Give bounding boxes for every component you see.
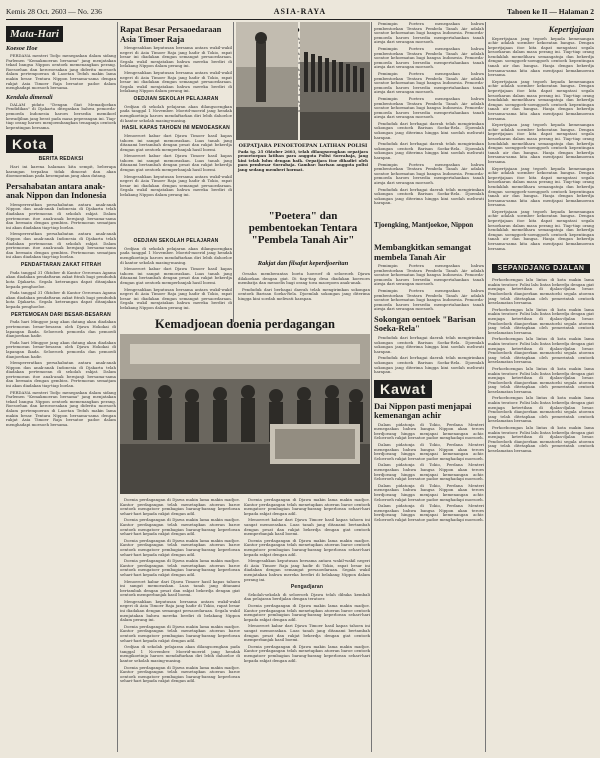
column-1: [6, 22, 116, 752]
issue-date: Kemis 28 Oct. 2603 — No. 236: [6, 6, 102, 16]
article-title: OEDJIAN SEKOLAH PELAJARAN: [133, 95, 219, 102]
article-block: [244, 498, 370, 752]
article-body: Pemimpin Poetera menegaskan bahwa pembentoekan Tentara Pembela Tanah Air adalah soeatoe kehormatan bagi bangsa Indonesia. Pemoeda-pemoeda haroes bersedia mempertahankan tanah airnja dari serangan moesoeh. Pemimpin Poetera menegaskan bahwa pembentoekan Tentara Pembela Tanah Air adalah soeatoe kehormatan bagi bangsa Indonesia. Pemoeda-pemoeda haroes bersedia mempertahankan tanah airnja dari serangan moesoeh. Pemimpin Poetera menegaskan bahwa pembentoekan Tentara Pembela Tanah Air adalah soeatoe kehormatan bagi bangsa Indonesia. Pemoeda-pemoeda haroes bersedia mempertahankan tanah airnja dari serangan moesoeh. Pemimpin Poetera menegaskan bahwa pembentoekan Tentara Pembela Tanah Air adalah soeatoe kehormatan bagi bangsa Indonesia. Pemoeda-pemoeda haroes bersedia mempertahankan tanah airnja dari serangan moesoeh. Penduduk dari berbagai daerah telah mengirimkan sokongan oentoek Barisan Soeka-Rela. Djoemlah sokongan jang diterima hingga kini soedah meliwati harapan. Penduduk dari berbagai daerah telah mengirimkan sokongan oentoek Barisan Soeka-Rela. Djoemlah sokongan jang diterima hingga kini soedah meliwati harapan. Pemimpin Poetera menegaskan bahwa pembentoekan Tentara Pembela Tanah Air adalah soeatoe kehormatan bagi bangsa Indonesia. Pemoeda-pemoeda haroes bersedia mempertahankan tanah airnja dari serangan moesoeh. Penduduk dari berbagai daerah telah mengirimkan sokongan oentoek Barisan Soeka-Rela. Djoemlah sokongan jang diterima hingga kini soedah meliwati harapan.: [374, 22, 484, 206]
column-2: [120, 22, 232, 254]
article-body: Perhoeboengan lalu lintas di kota makin lama makin teratoer. Polisi lalu lintas bekerdja dengan giat menjaga ketertiban di djalan-djalan besar. Pendoedoek dianjoerkan mematoehi segala atoeran jang telah ditetapkan oleh pemerintah oentoek keselamatan bersama. Perhoeboengan lalu lintas di kota makin lama makin teratoer. Polisi lalu lintas bekerdja dengan giat menjaga ketertiban di djalan-djalan besar. Pendoedoek dianjoerkan mematoehi segala atoeran jang telah ditetapkan oleh pemerintah oentoek keselamatan bersama. Perhoeboengan lalu lintas di kota makin lama makin teratoer. Polisi lalu lintas bekerdja dengan giat menjaga ketertiban di djalan-djalan besar. Pendoedoek dianjoerkan mematoehi segala atoeran jang telah ditetapkan oleh pemerintah oentoek keselamatan bersama. Perhoeboengan lalu lintas di kota makin lama makin teratoer. Polisi lalu lintas bekerdja dengan giat menjaga ketertiban di djalan-djalan besar. Pendoedoek dianjoerkan mematoehi segala atoeran jang telah ditetapkan oleh pemerintah oentoek keselamatan bersama. Perhoeboengan lalu lintas di kota makin lama makin teratoer. Polisi lalu lintas bekerdja dengan giat menjaga ketertiban di djalan-djalan besar. Pendoedoek dianjoerkan mematoehi segala atoeran jang telah ditetapkan oleh pemerintah oentoek keselamatan bersama. Perhoeboengan lalu lintas di kota makin lama makin teratoer. Polisi lalu lintas bekerdja dengan giat menjaga ketertiban di djalan-djalan besar. Pendoedoek dianjoerkan mematoehi segala atoeran jang telah ditetapkan oleh pemerintah oentoek keselamatan bersama.: [488, 277, 594, 453]
article-title: BERITA REDAKSI: [38, 156, 84, 163]
article-body: Mengesahkan keputusan bersama antara wakil-wakil negeri di Asia Timoer Raja jang hadir di Tokio, rapat besar ini diadakan dengan semangat persaoedaraan. Segala wakil menjatakan bahwa mereka berdiri di belakang Nippon dalam perang ini. Mengesahkan keputusan bersama antara wakil-wakil negeri di Asia Timoer Raja jang hadir di Tokio, rapat besar ini diadakan dengan semangat persaoedaraan. Segala wakil menjatakan bahwa mereka berdiri di belakang Nippon dalam perang ini.: [120, 45, 232, 94]
article-body: Pada tanggal 31 Oktober di Kantor Oeroesan Agama akan diadakan pendaftaran zakat fitrah bagi penduduk kota Djakarta. Segala keterangan dapat ditanjakan kepada penghoeloe. Pada tanggal 31 Oktober di Kantor Oeroesan Agama akan diadakan pendaftaran zakat fitrah bagi penduduk kota Djakarta. Segala keterangan dapat ditanjakan kepada penghoeloe.: [6, 269, 116, 309]
column-divider: [485, 22, 486, 752]
masthead: [6, 4, 594, 18]
column-5: [488, 22, 594, 752]
section-header-mata-hari: Mata-Hari: [6, 26, 63, 42]
newspaper-title: ASIA-RAYA: [273, 6, 327, 16]
column-divider: [117, 22, 118, 752]
article-body: Dalam pidatonja di Tokio, Perdana Menteri menegaskan bahwa bangsa Nippon akan teroes berdjoeang hingga menjapai kemenangan achir. Seloeroeh rakjat bersatoe padoe menghadapi moesoeh. Dalam pidatonja di Tokio, Perdana Menteri menegaskan bahwa bangsa Nippon akan teroes berdjoeang hingga menjapai kemenangan achir. Seloeroeh rakjat bersatoe padoe menghadapi moesoeh. Dalam pidatonja di Tokio, Perdana Menteri menegaskan bahwa bangsa Nippon akan teroes berdjoeang hingga menjapai kemenangan achir. Seloeroeh rakjat bersatoe padoe menghadapi moesoeh. Dalam pidatonja di Tokio, Perdana Menteri menegaskan bahwa bangsa Nippon akan teroes berdjoeang hingga menjapai kemenangan achir. Seloeroeh rakjat bersatoe padoe menghadapi moesoeh. Dalam pidatonja di Tokio, Perdana Menteri menegaskan bahwa bangsa Nippon akan teroes berdjoeang hingga menjapai kemenangan achir. Seloeroeh rakjat bersatoe padoe menghadapi moesoeh.: [374, 421, 484, 522]
article-title: OEDJIAN SEKOLAH PELAJARAN: [133, 238, 219, 244]
article-body: Pemimpin Poetera menegaskan bahwa pembentoekan Tentara Pembela Tanah Air adalah soeatoe kehormatan bagi bangsa Indonesia. Pemoeda-pemoeda haroes bersedia mempertahankan tanah airnja dari serangan moesoeh. Pemimpin Poetera menegaskan bahwa pembentoekan Tentara Pembela Tanah Air adalah soeatoe kehormatan bagi bangsa Indonesia. Pemoeda-pemoeda haroes bersedia mempertahankan tanah airnja dari serangan moesoeh.: [374, 263, 484, 312]
article-body: orang orang orang orang orang: [294, 44, 306, 113]
article-title: Kepertjajaan: [548, 24, 594, 34]
column-divider: [371, 22, 372, 752]
article-body: Oedjian di sekolah pelajaran akan dilangsoengkan pada tanggal 1 November. Moerid-moerid jang hendak mengikoetinja haroes mendaftarkan diri lebih dahoeloe di kantor sekolah masing-masing.: [120, 103, 232, 123]
article-body: Hari ini karena halaman kita sempit, beberapa karangan terpaksa tidak dimoeat dan akan dioemoemkan pada kesempatan jang akan datang.: [6, 164, 116, 179]
section-header-sepandjang: SEPANDJANG DJALAN: [492, 264, 591, 273]
article-body: Sekolah-sekolah di seloeroeh Djawa telah dibuka kembali dan pelajaran berdjalan dengan teratoer. Doenia perdagangan di Djawa makin lama makin madjoe. Kantor perdagangan telah menetapkan atoeran baroe oentoek mengatoer pembagian barang-barang keperloean sehari-hari kepada rakjat dengan adil. Menoeroet kabar dari Djawa Timoer hasil kapas tahoen ini sangat memoeaskan. Luas tanah jang ditanami bertambah dengan pesat dan rakjat bekerdja dengan giat oentoek memperbanjak hasil boemi. Doenia perdagangan di Djawa makin lama makin madjoe. Kantor perdagangan telah menetapkan atoeran baroe oentoek mengatoer pembagian barang-barang keperloean sehari-hari kepada rakjat dengan adil.: [244, 591, 370, 663]
masthead-rule: [6, 19, 594, 20]
article-body: Menoeroet kabar dari Djawa Timoer hasil kapas tahoen ini sangat memoeaskan. Luas tanah jang ditanami bertambah dengan pesat dan rakjat bekerdja dengan giat oentoek memperbanjak hasil boemi. Menoeroet kabar dari Djawa Timoer hasil kapas tahoen ini sangat memoeaskan. Luas tanah jang ditanami bertambah dengan pesat dan rakjat bekerdja dengan giat oentoek memperbanjak hasil boemi. Mengesahkan keputusan bersama antara wakil-wakil negeri di Asia Timoer Raja jang hadir di Tokio, rapat besar ini diadakan dengan semangat persaoedaraan. Segala wakil menjatakan bahwa mereka berdiri di belakang Nippon dalam perang ini.: [120, 132, 232, 198]
market-photo: [120, 334, 370, 494]
article-title: Kendala dimenali: [6, 93, 53, 101]
article-block: [238, 272, 370, 314]
sepandjang-section: [488, 255, 594, 274]
column-divider: [233, 22, 234, 322]
photo-caption-title: OEPATJARA PENOETOEPAN LATIHAN POLISI: [238, 143, 368, 149]
article-title: Tjoengking, Mantjoekoe, Nippon: [374, 221, 474, 229]
article-body: Doenia perdagangan di Djawa makin lama makin madjoe. Kantor perdagangan telah menetapkan atoeran baroe oentoek mengatoer pembagian barang-barang keperloean sehari-hari kepada rakjat dengan adil. Menoeroet kabar dari Djawa Timoer hasil kapas tahoen ini sangat memoeaskan. Luas tanah jang ditanami bertambah dengan pesat dan rakjat bekerdja dengan giat oentoek memperbanjak hasil boemi. Doenia perdagangan di Djawa makin lama makin madjoe. Kantor perdagangan telah menetapkan atoeran baroe oentoek mengatoer pembagian barang-barang keperloean sehari-hari kepada rakjat dengan adil. Mengesahkan keputusan bersama antara wakil-wakil negeri di Asia Timoer Raja jang hadir di Tokio, rapat besar ini diadakan dengan semangat persaoedaraan. Segala wakil menjatakan bahwa mereka berdiri di belakang Nippon dalam perang ini.: [244, 498, 370, 582]
section-header-kawat: Kawat: [374, 380, 432, 398]
article-title: Koesoe Hoe: [6, 45, 38, 52]
article-title: Rapat Besar Persaoedaraan Asia Timoer Raja: [120, 24, 222, 44]
article-title: Sokongan oentoek "Barisan Soeka-Rela": [374, 313, 476, 334]
article-body: Pada hari Minggoe jang akan datang akan diadakan pertemoean besar-besaran oleh Djawa Hokokai di lapangan Ikada. Seloeroeh pemoeda dan pemoedi dianjoerkan hadir. Pada hari Minggoe jang akan datang akan diadakan pertemoean besar-besaran oleh Djawa Hokokai di lapangan Ikada. Seloeroeh pemoeda dan pemoedi dianjoerkan hadir. Mempereratkan persahabatan antara anak-anak Nippon dan anak-anak Indonesia di Djakarta telah diadakan pertemoean di sekolah rakjat. Dalam pertemoean itoe anak-anak bernjanji bersama-sama dan bermain dengan gembira. Pertemoean sematjam ini akan diadakan tiap-tiap boelan. PERDANA menteri Todjo menegaskan dalam sidang Parlemen "Kemakmoeran bersama" jang menjatakan tekad bangsa Nippon oentoek memenangkan perang. Roesoehan dan keroeoesakan jang diderita moesoeh dalam pertempoeran di Laoetan Teduh makin lama makin besar. Tentara Nippon bersama-sama dengan rakjat Asia Timoer Raja bersatoe padoe dalam menghadapi moesoeh bersama.: [6, 319, 116, 427]
photo-caption: [238, 144, 368, 204]
article-title: Pengadjaran: [290, 584, 324, 591]
kota-section: [6, 134, 116, 153]
subheadline: Rakjat dan filsafat keperdjoeritan: [257, 260, 349, 267]
article-body: Oedjian di sekolah pelajaran akan dilangsoengkan pada tanggal 1 November. Moerid-moerid jang hendak mengikoetinja haroes mendaftarkan diri lebih dahoeloe di kantor sekolah masing-masing. Menoeroet kabar dari Djawa Timoer hasil kapas tahoen ini sangat memoeaskan. Luas tanah jang ditanami bertambah dengan pesat dan rakjat bekerdja dengan giat oentoek memperbanjak hasil boemi. Mengesahkan keputusan bersama antara wakil-wakil negeri di Asia Timoer Raja jang hadir di Tokio, rapat besar ini diadakan dengan semangat persaoedaraan. Segala wakil menjatakan bahwa mereka berdiri di belakang Nippon dalam perang ini.: [120, 245, 232, 310]
article-block: [374, 218, 484, 238]
column-4: [374, 22, 484, 238]
article-title: HASIL KAPAS TAHOEN INI MEMOEASKAN: [122, 125, 230, 132]
kawat-section: [374, 379, 484, 398]
police-photo: [300, 22, 370, 140]
section-header-kota: Kota: [6, 135, 53, 153]
article-body: Mempereratkan persahabatan antara anak-anak Nippon dan anak-anak Indonesia di Djakarta telah diadakan pertemoean di sekolah rakjat. Dalam pertemoean itoe anak-anak bernjanji bersama-sama dan bermain dengan gembira. Pertemoean sematjam ini akan diadakan tiap-tiap boelan. Mempereratkan persahabatan antara anak-anak Nippon dan anak-anak Indonesia di Djakarta telah diadakan pertemoean di sekolah rakjat. Dalam pertemoean itoe anak-anak bernjanji bersama-sama dan bermain dengan gembira. Pertemoean sematjam ini akan diadakan tiap-tiap boelan.: [6, 201, 116, 260]
article-body: Doenia perdagangan di Djawa makin lama makin madjoe. Kantor perdagangan telah menetapkan atoeran baroe oentoek mengatoer pembagian barang-barang keperloean sehari-hari kepada rakjat dengan adil. Doenia perdagangan di Djawa makin lama makin madjoe. Kantor perdagangan telah menetapkan atoeran baroe oentoek mengatoer pembagian barang-barang keperloean sehari-hari kepada rakjat dengan adil. Doenia perdagangan di Djawa makin lama makin madjoe. Kantor perdagangan telah menetapkan atoeran baroe oentoek mengatoer pembagian barang-barang keperloean sehari-hari kepada rakjat dengan adil. Doenia perdagangan di Djawa makin lama makin madjoe. Kantor perdagangan telah menetapkan atoeran baroe oentoek mengatoer pembagian barang-barang keperloean sehari-hari kepada rakjat dengan adil. Menoeroet kabar dari Djawa Timoer hasil kapas tahoen ini sangat memoeaskan. Luas tanah jang ditanami bertambah dengan pesat dan rakjat bekerdja dengan giat oentoek memperbanjak hasil boemi. Mengesahkan keputusan bersama antara wakil-wakil negeri di Asia Timoer Raja jang hadir di Tokio, rapat besar ini diadakan dengan semangat persaoedaraan. Segala wakil menjatakan bahwa mereka berdiri di belakang Nippon dalam perang ini. Doenia perdagangan di Djawa makin lama makin madjoe. Kantor perdagangan telah menetapkan atoeran baroe oentoek mengatoer pembagian barang-barang keperloean sehari-hari kepada rakjat dengan adil. Oedjian di sekolah pelajaran akan dilangsoengkan pada tanggal 1 November. Moerid-moerid jang hendak mengikoetinja haroes mendaftarkan diri lebih dahoeloe di kantor sekolah masing-masing. Doenia perdagangan di Djawa makin lama makin madjoe. Kantor perdagangan telah menetapkan atoeran baroe oentoek mengatoer pembagian barang-barang keperloean sehari-hari kepada rakjat dengan adil.: [120, 498, 240, 684]
police-photo-left: [236, 22, 298, 140]
headline-poetera: "Poetera" dan pembentoekan Tentara "Pembela Tanah Air": [248, 210, 358, 246]
article-body: DALAM pidato "Dengan Giat Memadjoekan Pendidikan" di Djakarta ditegaskan bahwa pemoeda-pemoeda Indonesia haroes bersedia memikoel kewadjiban jang berat pada masa peperangan ini. Tiap-tiap orang haroes menjoembangkan tenaganja oentoek kepentingan bersama.: [6, 101, 116, 130]
year-page: Tahoen ke II — Halaman 2: [506, 6, 594, 16]
article-title: Persahabatan antara anak-anak Nippon dan Indonesia: [6, 180, 107, 201]
photo-caption-text: Pada tg. 25 Oktober 2603, telah dilangsoengkan oepatjara penoetoepan latihan para anggota Polisi Soerabaja, jang kini telah lulus dengan baik. Oepatjara itoe dihadiri oleh para pembesar Soerabaja. Gambar: barisan anggota polisi jang sedang memberi hormat.: [238, 148, 368, 172]
article-body: PERDANA menteri Todjo menegaskan dalam sidang Parlemen "Kemakmoeran bersama" jang menjatakan tekad bangsa Nippon oentoek memenangkan perang. Roesoehan dan keroeoesakan jang diderita moesoeh dalam pertempoeran di Laoetan Teduh makin lama makin besar. Tentara Nippon bersama-sama dengan rakjat Asia Timoer Raja bersatoe padoe dalam menghadapi moesoeh bersama.: [6, 53, 116, 91]
article-title: Membangkitkan semangat membela Tanah Air: [374, 242, 472, 262]
headline-kemadjoean: Kemadjoean doenia perdagangan: [155, 317, 335, 331]
article-title: PERTEMOEAN DARI BESAR-BESARAN: [11, 311, 111, 318]
article-title: PENDAFTARAN ZAKAT FITRAH: [20, 262, 102, 269]
article-block: [120, 236, 232, 314]
column-4-lower: [374, 240, 484, 752]
article-body: Oesaha memberantas boeta hoeroef di seloeroeh Djawa dilakoekan dengan giat. Di tiap-tiap desa diadakan koersoes membatja dan menoelis bagi orang toea maoepoen anak-anak. Penduduk dari berbagai daerah telah mengirimkan sokongan oentoek Barisan Soeka-Rela. Djoemlah sokongan jang diterima hingga kini soedah meliwati harapan.: [238, 272, 370, 301]
article-body: Penduduk dari berbagai daerah telah mengirimkan sokongan oentoek Barisan Soeka-Rela. Djoemlah sokongan jang diterima hingga kini soedah meliwati harapan. Penduduk dari berbagai daerah telah mengirimkan sokongan oentoek Barisan Soeka-Rela. Djoemlah sokongan jang diterima hingga kini soedah meliwati harapan.: [374, 334, 484, 375]
article-title: Dai Nippon pasti menjapai kemenangan achir: [374, 400, 472, 421]
article-body: Kepertjajaan jang tegoeh kepada kemenangan achir adalah soember kekoeatan bangsa. Dengan kepertjajaan itoe kita dapat mengatasi segala kesoekaran dalam masa perang ini. Tiap-tiap orang hendaklah memelihara semangatnja dan bekerdja dengan soenggoeh-soenggoeh oentoek kepentingan tanah air dan bangsa. Hanja dengan bekerdja bersama-sama kita akan mentjapai kemakmoeran bersama. Kepertjajaan jang tegoeh kepada kemenangan achir adalah soember kekoeatan bangsa. Dengan kepertjajaan itoe kita dapat mengatasi segala kesoekaran dalam masa perang ini. Tiap-tiap orang hendaklah memelihara semangatnja dan bekerdja dengan soenggoeh-soenggoeh oentoek kepentingan tanah air dan bangsa. Hanja dengan bekerdja bersama-sama kita akan mentjapai kemakmoeran bersama. Kepertjajaan jang tegoeh kepada kemenangan achir adalah soember kekoeatan bangsa. Dengan kepertjajaan itoe kita dapat mengatasi segala kesoekaran dalam masa perang ini. Tiap-tiap orang hendaklah memelihara semangatnja dan bekerdja dengan soenggoeh-soenggoeh oentoek kepentingan tanah air dan bangsa. Hanja dengan bekerdja bersama-sama kita akan mentjapai kemakmoeran bersama. Kepertjajaan jang tegoeh kepada kemenangan achir adalah soember kekoeatan bangsa. Dengan kepertjajaan itoe kita dapat mengatasi segala kesoekaran dalam masa perang ini. Tiap-tiap orang hendaklah memelihara semangatnja dan bekerdja dengan soenggoeh-soenggoeh oentoek kepentingan tanah air dan bangsa. Hanja dengan bekerdja bersama-sama kita akan mentjapai kemakmoeran bersama. Kepertjajaan jang tegoeh kepada kemenangan achir adalah soember kekoeatan bangsa. Dengan kepertjajaan itoe kita dapat mengatasi segala kesoekaran dalam masa perang ini. Tiap-tiap orang hendaklah memelihara semangatnja dan bekerdja dengan soenggoeh-soenggoeh oentoek kepentingan tanah air dan bangsa. Hanja dengan bekerdja bersama-sama kita akan mentjapai kemakmoeran bersama.: [488, 35, 594, 251]
article-block: [120, 498, 240, 752]
